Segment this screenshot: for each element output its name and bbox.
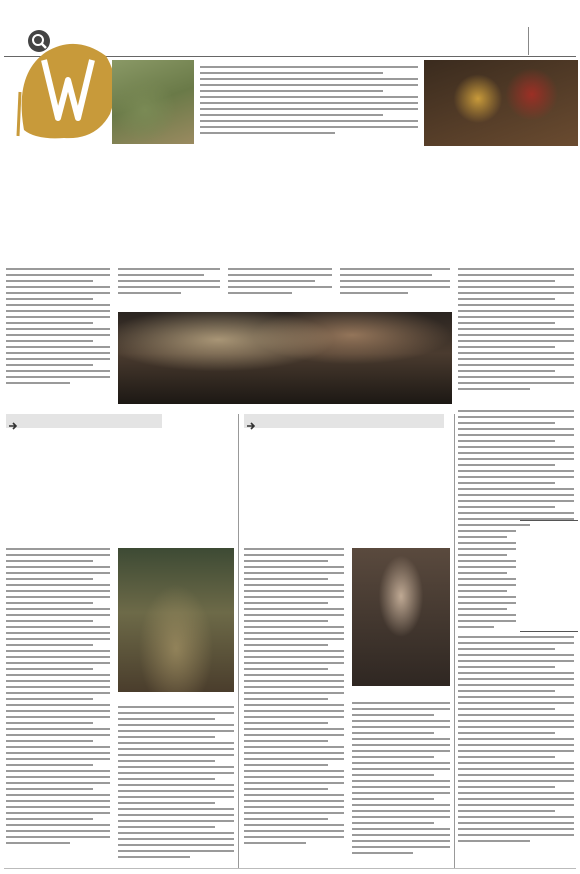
main-headline: [168, 150, 576, 262]
main-col-3-lines: [228, 268, 332, 298]
aerial-photo: [112, 60, 194, 144]
page-number-divider: [528, 27, 529, 55]
main-article-continuation-lines: [458, 410, 574, 530]
middle-article-body: [244, 548, 450, 868]
middle-article-headline: [244, 432, 448, 540]
main-article-lower-lines: [458, 636, 574, 846]
main-col-4-lines: [340, 268, 450, 298]
main-article-narrow-lines: [458, 530, 516, 632]
theatre-masks-photo: [424, 60, 578, 146]
week-logo: [6, 34, 124, 142]
left-kicker: [22, 414, 162, 428]
main-col-2-lines: [118, 268, 220, 298]
main-col-1-lines: [6, 268, 110, 388]
column-divider-left: [238, 414, 239, 868]
left-article-headline: [6, 432, 234, 540]
pull-quote: [520, 520, 578, 632]
top-legal-strip: [4, 1, 304, 9]
main-col-5-lines: [458, 268, 574, 394]
column-divider-right: [454, 414, 455, 868]
top-section-text-lines: [200, 66, 418, 138]
left-article-body: [6, 548, 234, 868]
footer-rule: [4, 868, 576, 869]
middle-kicker: [260, 414, 444, 428]
top-section: [200, 60, 418, 146]
concert-stage-photo: [118, 312, 452, 404]
